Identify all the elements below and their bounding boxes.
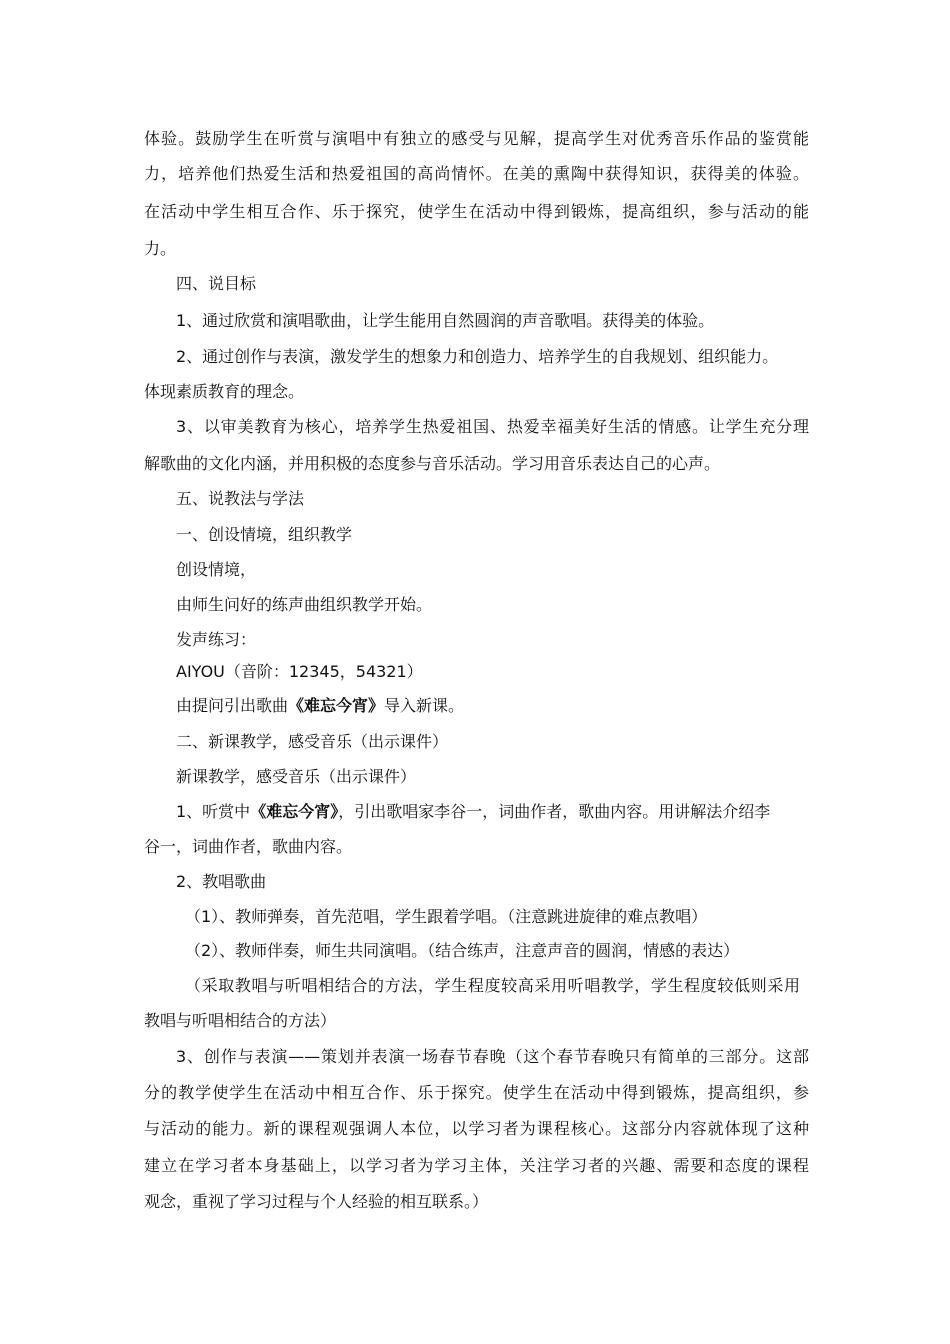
section-heading: 五、说教法与学法: [176, 489, 305, 508]
paragraph-line: [176, 801, 809, 823]
subsection-heading: 二、新课教学，感受音乐（出示课件）: [176, 732, 449, 751]
paragraph-line: [176, 695, 841, 717]
paragraph-line: 力，培养他们热爱生活和热爱祖国的高尚情怀。在美的熏陶中获得知识，获得美的体验。: [144, 164, 809, 183]
subsection-heading: 一、创设情境，组织教学: [176, 525, 353, 544]
paragraph-line: 2、教唱歌曲: [176, 872, 267, 891]
paragraph-line: 3、创作与表演——策划并表演一场春节春晚（这个春节春晚只有简单的三部分。这部: [176, 1047, 809, 1066]
text-run: ，引出歌唱家李谷一，词曲作者，歌曲内容。用讲解法介绍李: [338, 802, 771, 821]
paragraph-line: 观念，重视了学习过程与个人经验的相互联系。）: [144, 1192, 489, 1211]
paragraph-line: AIYOU（音阶：12345，54321）: [176, 662, 423, 681]
paragraph-line: 创设情境，: [176, 560, 257, 579]
paragraph-line: 力。: [144, 239, 177, 258]
paragraph-line: 建立在学习者本身基础上，以学习者为学习主体，关注学习者的兴趣、需要和态度的课程: [144, 1156, 809, 1175]
paragraph-line: 与活动的能力。新的课程观强调人本位，以学习者为课程核心。这部分内容就体现了这种: [144, 1119, 809, 1138]
paragraph-line: （1）、教师弹奏，首先范唱，学生跟着学唱。（注意跳进旋律的难点教唱）: [185, 907, 708, 926]
text-run: 由提问引出歌曲: [176, 696, 289, 715]
paragraph-line: 分的教学使学生在活动中相互合作、乐于探究。使学生在活动中得到锻炼，提高组织，参: [144, 1083, 809, 1102]
text-run: 1、听赏中: [176, 802, 251, 821]
paragraph-line: 解歌曲的文化内涵，并用积极的态度参与音乐活动。学习用音乐表达自己的心声。: [144, 454, 721, 473]
paragraph-line: 教唱与听唱相结合的方法）: [144, 1011, 337, 1030]
paragraph-line: 3、以审美教育为核心，培养学生热爱祖国、热爱幸福美好生活的情感。让学生充分理: [176, 417, 809, 436]
paragraph-line: 由师生问好的练声曲组织教学开始。: [176, 595, 433, 614]
paragraph-line: 发声练习：: [176, 630, 257, 649]
paragraph-line: 1、通过欣赏和演唱歌曲，让学生能用自然圆润的声音歌唱。获得美的体验。: [176, 311, 715, 330]
paragraph-line: 谷一，词曲作者，歌曲内容。: [144, 837, 353, 856]
text-run: 导入新课。: [384, 696, 465, 715]
paragraph-line: 在活动中学生相互合作、乐于探究，使学生在活动中得到锻炼，提高组织，参与活动的能: [144, 202, 809, 221]
song-title: 《难忘今宵》: [250, 802, 339, 821]
paragraph-line: （2）、教师伴奏，师生共同演唱。（结合练声，注意声音的圆润，情感的表达）: [185, 941, 740, 960]
paragraph-line: 体现素质教育的理念。: [144, 382, 305, 401]
song-title: 《难忘今宵》: [288, 696, 385, 715]
paragraph-line: 2、通过创作与表演，激发学生的想象力和创造力、培养学生的自我规划、组织能力。: [176, 347, 779, 366]
section-heading: 四、说目标: [176, 274, 257, 293]
paragraph-line: （采取教唱与听唱相结合的方法，学生程度较高采用听唱教学，学生程度较低则采用: [185, 976, 800, 995]
paragraph-line: 体验。鼓励学生在听赏与演唱中有独立的感受与见解，提高学生对优秀音乐作品的鉴赏能: [144, 129, 809, 148]
paragraph-line: 新课教学，感受音乐（出示课件）: [176, 767, 417, 786]
